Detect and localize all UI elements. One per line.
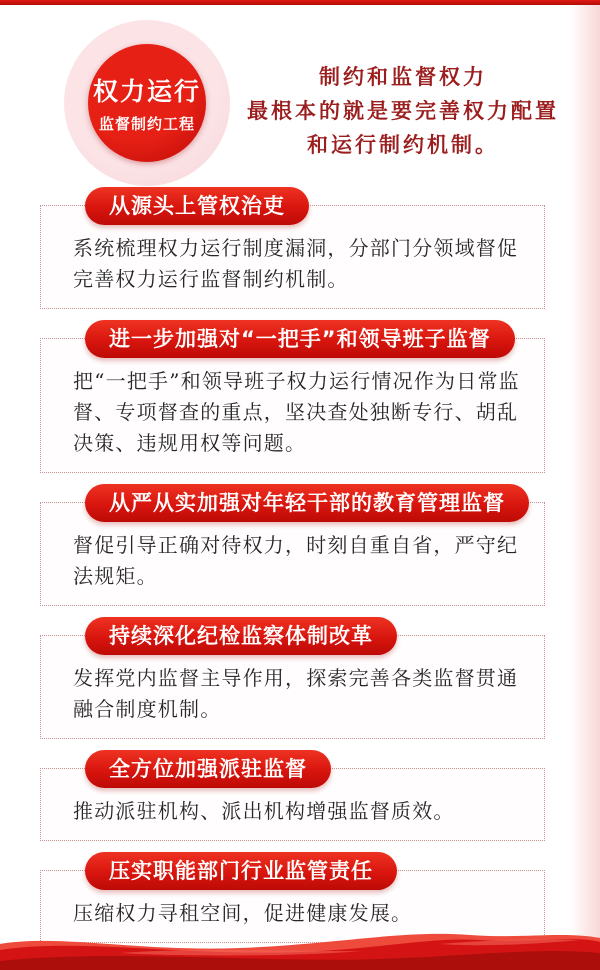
section-card-4 — [40, 624, 545, 739]
quote-line-2: 最根本的就是要完善权力配置 — [247, 98, 559, 123]
section-body-4: 发挥党内监督主导作用，探索完善各类监督贯通融合制度机制。 — [73, 666, 519, 721]
section-label-3: 从严从实加强对年轻干部的教育管理监督 — [85, 484, 529, 522]
section-card-1 — [40, 194, 545, 309]
section-body-5: 推动派驻机构、派出机构增强监督质效。 — [73, 799, 455, 823]
title-badge-circle — [88, 44, 206, 162]
section-body-1: 系统梳理权力运行制度漏洞，分部门分领域督促完善权力运行监督制约机制。 — [73, 236, 519, 291]
section-body-2: 把“一把手”和领导班子权力运行情况作为日常监督、专项督查的重点，坚决查处独断专行、胡乱决策、违规用权等问题。 — [73, 369, 520, 455]
bottom-ribbon-decoration — [0, 930, 600, 970]
quote-line-3: 和运行制约机制。 — [307, 132, 499, 157]
header-quote — [243, 60, 563, 162]
section-card-3 — [40, 491, 545, 606]
badge-title: 权力运行 — [92, 77, 201, 106]
top-red-bar — [0, 0, 600, 5]
section-label-1: 从源头上管权治吏 — [85, 187, 309, 225]
section-card-2 — [40, 327, 545, 473]
badge-subtitle: 监督制约工程 — [98, 115, 195, 133]
section-card-5 — [40, 757, 545, 841]
section-label-4: 持续深化纪检监察体制改革 — [85, 617, 397, 655]
right-edge-gradient — [570, 5, 600, 940]
quote-line-1: 制约和监督权力 — [319, 64, 487, 89]
section-body-6: 压缩权力寻租空间，促进健康发展。 — [73, 901, 413, 925]
section-label-5: 全方位加强派驻监督 — [85, 750, 331, 788]
section-body-3: 督促引导正确对待权力，时刻自重自省，严守纪法规矩。 — [73, 533, 519, 588]
section-label-6: 压实职能部门行业监管责任 — [85, 852, 397, 890]
section-list — [40, 194, 545, 970]
section-label-2: 进一步加强对“一把手”和领导班子监督 — [85, 320, 515, 358]
title-badge — [64, 20, 230, 186]
